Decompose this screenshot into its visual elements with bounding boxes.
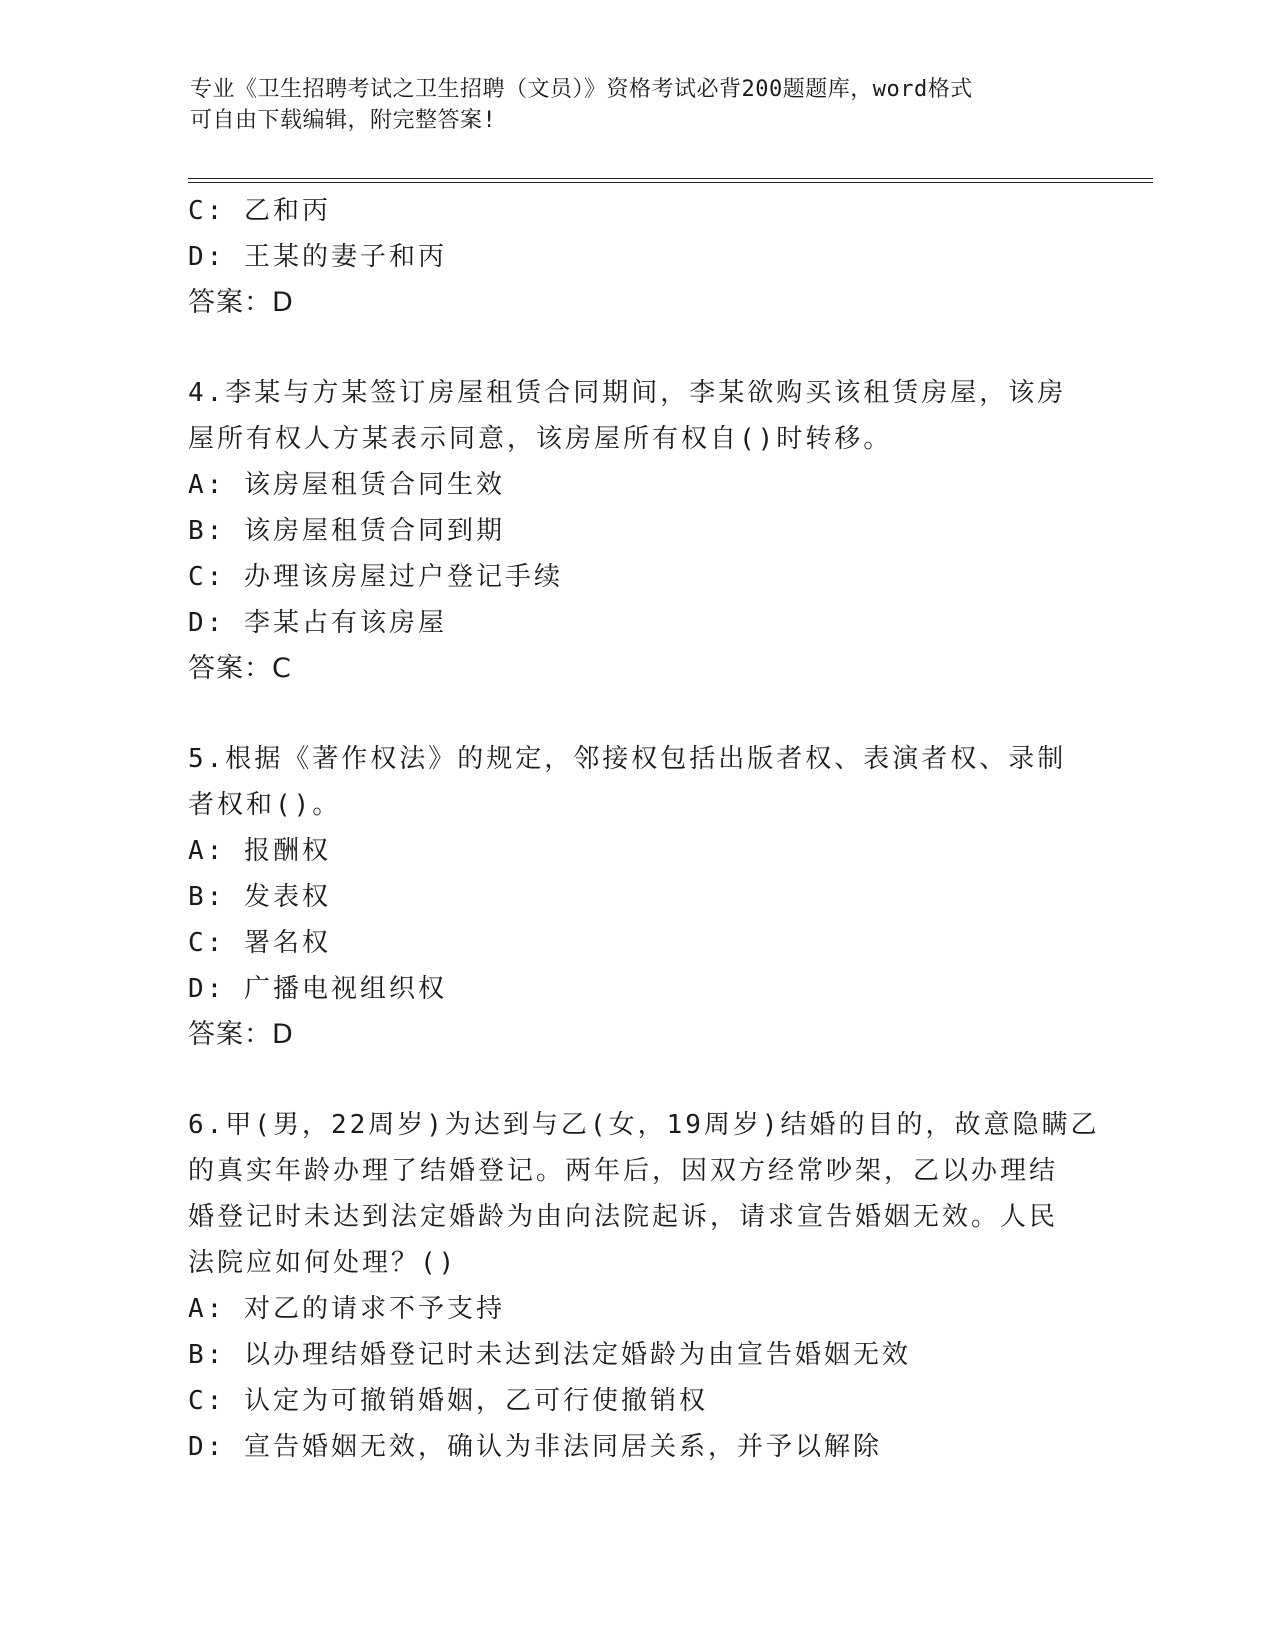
option-d: D: 宣告婚姻无效，确认为非法同居关系，并予以解除 [188,1432,882,1462]
spacer [188,326,1088,370]
option-b: B: 以办理结婚登记时未达到法定婚龄为由宣告婚姻无效 [188,1340,911,1370]
option-c: C: 办理该房屋过户登记手续 [188,562,563,592]
option-d: D: 王某的妻子和丙 [188,242,447,272]
question-stem-line: 婚登记时未达到法定婚龄为由向法院起诉，请求宣告婚姻无效。人民 [188,1202,1059,1232]
spacer [188,1058,1088,1102]
question-6 [188,1102,1100,1470]
option-b: B: 该房屋租赁合同到期 [188,516,505,546]
option-a: A: 对乙的请求不予支持 [188,1294,505,1324]
option-a: A: 报酬权 [188,836,331,866]
spacer [188,692,1088,736]
question-5 [188,736,1088,1058]
question-stem-line: 6.甲(男，22周岁)为达到与乙(女，19周岁)结婚的目的，故意隐瞒乙 [188,1110,1100,1140]
document-header [190,74,1090,136]
question-stem-line: 的真实年龄办理了结婚登记。两年后，因双方经常吵架，乙以办理结 [188,1156,1059,1186]
header-line-2: 可自由下载编辑，附完整答案! [190,108,497,133]
question-stem-line: 法院应如何处理？() [188,1248,458,1278]
option-c: C: 乙和丙 [188,196,331,226]
header-line-1: 专业《卫生招聘考试之卫生招聘（文员）》资格考试必背200题题库，word格式 [190,77,973,102]
option-c: C: 署名权 [188,928,331,958]
document-body [188,188,1100,1470]
question-stem-line: 者权和()。 [188,790,342,820]
answer: 答案：D [188,287,294,318]
option-a: A: 该房屋租赁合同生效 [188,470,505,500]
question-3-tail [188,188,1088,326]
answer: 答案：C [188,653,292,684]
question-stem-line: 屋所有权人方某表示同意，该房屋所有权自()时转移。 [188,424,893,454]
header-divider [188,178,1153,183]
question-4 [188,370,1088,692]
answer: 答案：D [188,1019,294,1050]
question-stem-line: 5.根据《著作权法》的规定，邻接权包括出版者权、表演者权、录制 [188,744,1067,774]
option-d: D: 李某占有该房屋 [188,608,447,638]
option-d: D: 广播电视组织权 [188,974,447,1004]
question-stem-line: 4.李某与方某签订房屋租赁合同期间，李某欲购买该租赁房屋，该房 [188,378,1067,408]
option-c: C: 认定为可撤销婚姻，乙可行使撤销权 [188,1386,708,1416]
option-b: B: 发表权 [188,882,331,912]
